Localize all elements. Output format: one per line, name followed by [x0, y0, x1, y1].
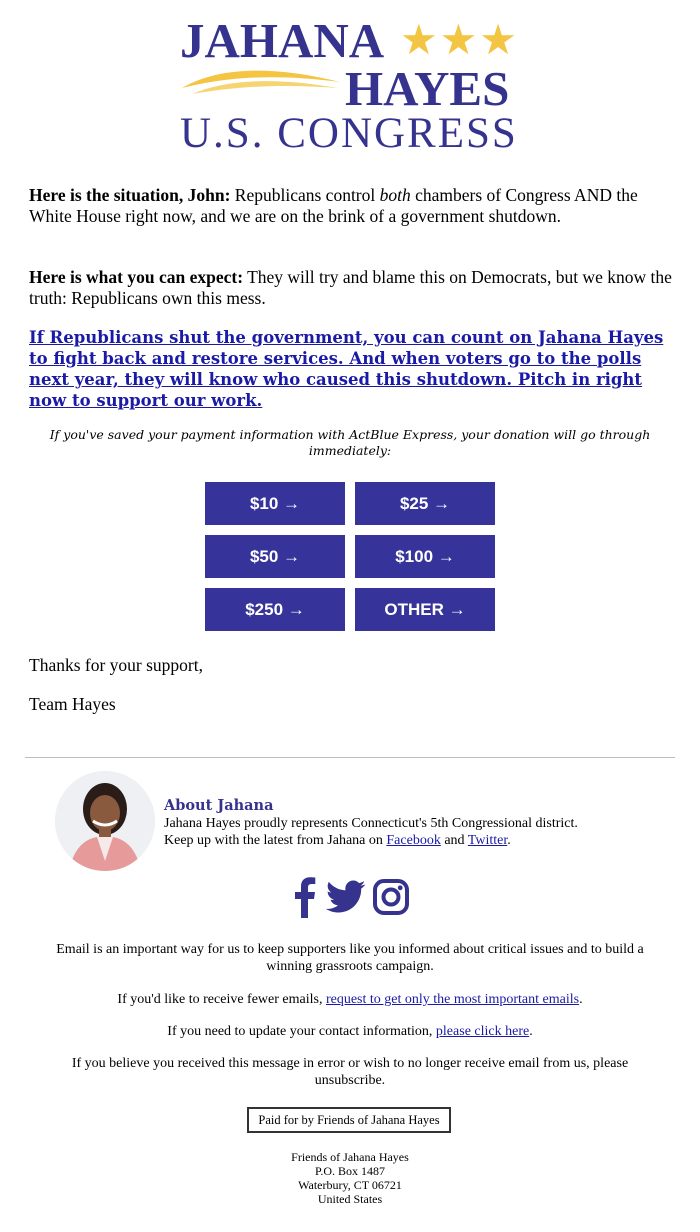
expect-text: They will try and blame this on Democrats, but we know the truth: Republicans own this mess.: [29, 267, 672, 308]
situation-text-a: Republicans control: [230, 185, 380, 205]
update-prefix: If you need to update your contact information,: [167, 1024, 436, 1039]
donate-cta-link[interactable]: If Republicans shut the government, you can count on Jahana Hayes to fight back and restore services. And when voters go to the polls next year, they will know who caused this shutdown. Pitch in right now to support our work.: [29, 328, 664, 410]
footer-email-note: Email is an important way for us to keep supporters like you informed about critical issues and to build a winning grassroots campaign.: [56, 942, 644, 974]
footer-divider: [25, 757, 675, 758]
address-line: P.O. Box 1487: [314, 1164, 385, 1178]
instagram-icon[interactable]: [373, 879, 409, 915]
about-title: About Jahana: [164, 797, 274, 814]
donate-10-button[interactable]: $10 →: [205, 482, 345, 525]
mailing-address: [200, 1150, 500, 1206]
donate-100-button[interactable]: $100 →: [355, 535, 495, 578]
social-icons: [290, 876, 415, 920]
about-and: and: [440, 832, 468, 848]
facebook-link[interactable]: Facebook: [386, 832, 441, 848]
situation-lead: Here is the situation, John:: [29, 185, 231, 205]
fewer-emails-link[interactable]: request to get only the most important emails: [325, 992, 580, 1007]
logo-last-name: HAYES: [345, 61, 510, 116]
address-line: United States: [317, 1192, 383, 1206]
fewer-prefix: If you'd like to receive fewer emails,: [117, 992, 326, 1007]
closing-signature: Team Hayes: [29, 694, 116, 714]
situation-text-b: chambers of Congress AND the White House right now, and we are on the brink of a government shutdown.: [29, 185, 638, 226]
actblue-note: If you've saved your payment information with ActBlue Express, your donation will go through immediately:: [49, 427, 651, 458]
logo-first-name: JAHANA: [180, 13, 385, 68]
paragraph-situation: [29, 185, 674, 227]
footer-update-contact: [40, 1023, 660, 1040]
update-suffix: .: [529, 1024, 533, 1039]
about-line2: [164, 833, 644, 850]
donate-250-button[interactable]: $250 →: [205, 588, 345, 631]
twitter-link[interactable]: Twitter: [467, 832, 508, 848]
footer-fewer-emails: [40, 991, 660, 1008]
candidate-photo-icon: [55, 771, 155, 871]
closing-thanks: Thanks for your support,: [29, 655, 204, 675]
footer-unsubscribe: If you believe you received this message in error or wish to no longer receive email from us, please unsubscribe.: [71, 1056, 629, 1088]
address-line: Friends of Jahana Hayes: [291, 1150, 409, 1164]
campaign-logo: [175, 13, 525, 157]
avatar: [55, 771, 155, 871]
fewer-suffix: .: [579, 992, 583, 1007]
about-line1: Jahana Hayes proudly represents Connecticut's 5th Congressional district.: [164, 816, 578, 831]
facebook-icon[interactable]: [292, 876, 316, 918]
situation-emphasis: both: [379, 185, 411, 205]
about-line2-prefix: Keep up with the latest from Jahana on: [164, 832, 387, 848]
logo-office: U.S. CONGRESS: [180, 110, 518, 157]
about-period: .: [507, 832, 511, 848]
paragraph-expect: [29, 267, 674, 309]
paid-for-disclaimer: Paid for by Friends of Jahana Hayes: [247, 1107, 451, 1133]
donate-25-button[interactable]: $25 →: [355, 482, 495, 525]
expect-lead: Here is what you can expect:: [29, 267, 244, 287]
update-contact-link[interactable]: please click here: [435, 1024, 530, 1039]
about-text: [164, 816, 644, 849]
logo-swoosh-icon: [180, 62, 345, 98]
donate-50-button[interactable]: $50 →: [205, 535, 345, 578]
donate-other-button[interactable]: OTHER →: [355, 588, 495, 631]
logo-stars: ★★★: [400, 15, 519, 64]
twitter-icon[interactable]: [326, 880, 366, 914]
address-line: Waterbury, CT 06721: [298, 1178, 402, 1192]
